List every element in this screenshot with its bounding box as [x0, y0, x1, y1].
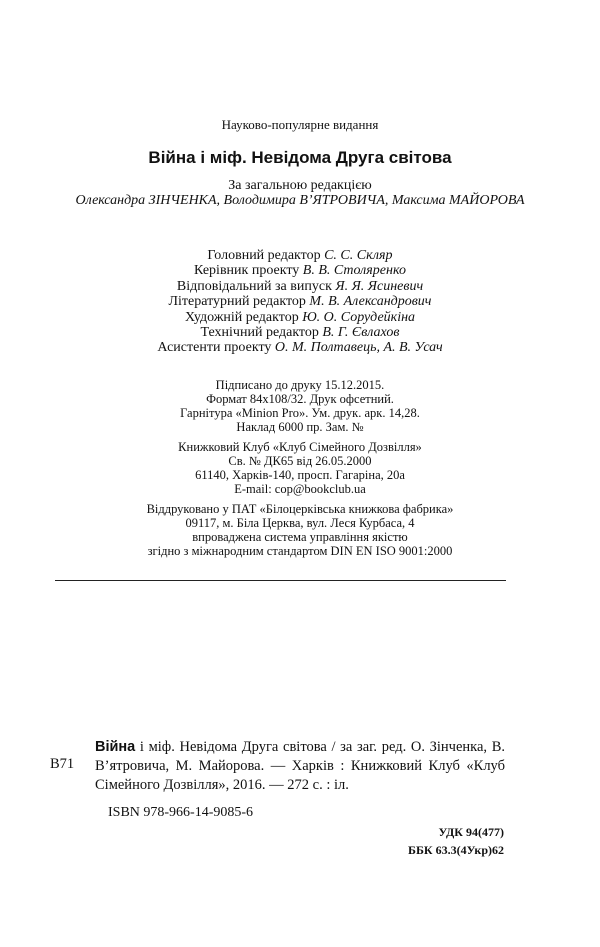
genre-label: Науково-популярне видання [221, 117, 379, 132]
cutter-code: В71 [50, 756, 75, 772]
print-line: Наклад 6000 пр. Зам. № [236, 420, 364, 434]
staff-role: Технічний редактор [200, 325, 319, 341]
staff-list [0, 248, 600, 356]
staff-row [0, 279, 600, 294]
staff-name: В. Г. Євлахов [322, 325, 400, 341]
printer-line: Віддруковано у ПАТ «Білоцерківська книжкова фабрика» [146, 502, 454, 516]
classification-codes [408, 823, 504, 859]
staff-name: Я. Я. Ясиневич [335, 278, 424, 294]
staff-name: С. С. Скляр [324, 248, 393, 263]
udk-code: УДК 94(477) [438, 825, 504, 839]
publisher-email: E-mail: cop@bookclub.ua [234, 482, 366, 496]
staff-role: Головний редактор [207, 248, 321, 263]
staff-name: В. В. Столяренко [302, 263, 406, 279]
bbk-code: ББК 63.3(4Укр)62 [408, 843, 504, 857]
publisher-info [0, 440, 600, 496]
bib-text: і міф. Невідома Друга світова / за заг. ред. О. Зінченка, В. В’ятровича, М. Майорова. — Харків : Книжковий Клуб «Клуб Сімейного Дозвілля», 2016. — 272 с. : іл. [95, 739, 505, 793]
publisher-line: 61140, Харків-140, просп. Гагаріна, 20а [195, 468, 405, 482]
print-info [0, 378, 600, 434]
staff-row [0, 310, 600, 325]
staff-name: Ю. О. Сорудейкіна [302, 309, 416, 325]
printer-info [0, 502, 600, 558]
print-line: Формат 84x108/32. Друк офсетний. [206, 392, 394, 406]
editors-label: За загальною редакцією [228, 178, 372, 193]
printer-line: впроваджена система управління якістю [192, 530, 408, 544]
staff-role: Літературний редактор [168, 294, 306, 310]
staff-row [0, 248, 600, 263]
staff-name: М. В. Александрович [309, 294, 432, 310]
printer-line: згідно з міжнародним стандартом DIN EN ISO 9001:2000 [147, 544, 453, 558]
print-line: Підписано до друку 15.12.2015. [215, 378, 385, 392]
staff-row [0, 263, 600, 278]
staff-role: Асистенти проекту [157, 340, 272, 356]
staff-role: Відповідальний за випуск [176, 278, 332, 294]
publisher-line: Св. № ДК65 від 26.05.2000 [228, 454, 372, 468]
staff-role: Художній редактор [184, 309, 299, 325]
printer-line: 09117, м. Біла Церква, вул. Леся Курбаса, 4 [185, 516, 415, 530]
staff-name: О. М. Полтавець, А. В. Усач [274, 340, 443, 356]
bib-title-bold: Війна [95, 739, 136, 755]
print-line: Гарнітура «Minion Pro». Ум. друк. арк. 14,28. [180, 406, 420, 420]
staff-role: Керівник проекту [194, 263, 300, 279]
isbn: ISBN 978-966-14-9085-6 [108, 805, 254, 820]
staff-row [0, 294, 600, 309]
staff-row [0, 340, 600, 355]
editors-names: Олександра ЗІНЧЕНКА, Володимира В’ЯТРОВИЧА, Максима МАЙОРОВА [75, 193, 525, 208]
staff-row [0, 325, 600, 340]
publisher-line: Книжковий Клуб «Клуб Сімейного Дозвілля» [178, 440, 422, 454]
divider-rule [55, 580, 506, 581]
bibliographic-entry [95, 738, 505, 795]
book-title: Війна і міф. Невідома Друга світова [148, 148, 452, 167]
